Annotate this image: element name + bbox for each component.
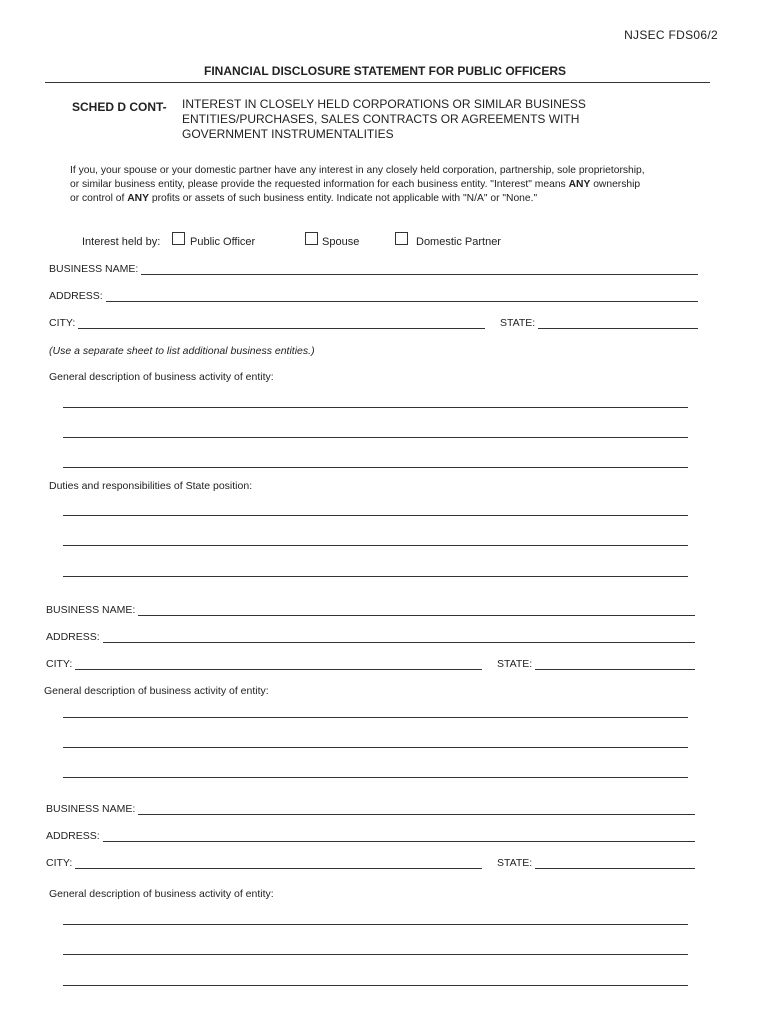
state-field-2[interactable] (497, 658, 695, 670)
business-name-line[interactable] (141, 264, 698, 275)
business-name-line[interactable] (138, 804, 695, 815)
address-label: ADDRESS: (46, 830, 100, 842)
description-line[interactable] (63, 747, 688, 748)
business-name-label: BUSINESS NAME: (46, 604, 136, 616)
form-reference: NJSEC FDS06/2 (624, 28, 718, 42)
city-line[interactable] (78, 318, 485, 329)
business-name-line[interactable] (138, 605, 695, 616)
duties-label: Duties and responsibilities of State position: (49, 480, 253, 492)
business-name-field-3[interactable] (46, 803, 695, 815)
state-label: STATE: (500, 317, 536, 329)
business-name-field-1[interactable] (49, 263, 698, 275)
address-field-3[interactable] (46, 830, 695, 842)
separate-sheet-note: (Use a separate sheet to list additional business entities.) (49, 345, 315, 357)
schedule-heading (182, 97, 652, 142)
state-field-3[interactable] (497, 857, 695, 869)
duties-line[interactable] (63, 576, 688, 577)
schedule-heading-line: ENTITIES/PURCHASES, SALES CONTRACTS OR AGREEMENTS WITH (182, 112, 580, 126)
address-line[interactable] (103, 831, 695, 842)
title-divider (45, 82, 710, 83)
page-title: FINANCIAL DISCLOSURE STATEMENT FOR PUBLIC OFFICERS (204, 64, 566, 78)
address-line[interactable] (106, 291, 698, 302)
address-label: ADDRESS: (49, 290, 103, 302)
instructions-line: or similar business entity, please provide the requested information for each business entity. "Interest" means ANY ownership (70, 179, 641, 190)
spouse-label: Spouse (322, 236, 360, 248)
description-line[interactable] (63, 954, 688, 955)
duties-line[interactable] (63, 545, 688, 546)
business-name-label: BUSINESS NAME: (46, 803, 136, 815)
schedule-label: SCHED D CONT- (72, 100, 167, 114)
city-label: CITY: (49, 317, 76, 329)
city-label: CITY: (46, 658, 73, 670)
domestic-partner-checkbox[interactable] (395, 232, 408, 245)
description-line[interactable] (63, 777, 688, 778)
general-description-label: General description of business activity of entity: (49, 888, 274, 900)
interest-held-label: Interest held by: (82, 236, 161, 248)
duties-line[interactable] (63, 515, 688, 516)
domestic-partner-label: Domestic Partner (416, 236, 501, 248)
public-officer-label: Public Officer (190, 236, 256, 248)
address-field-1[interactable] (49, 290, 698, 302)
description-line[interactable] (63, 717, 688, 718)
city-line[interactable] (75, 858, 482, 869)
city-field-2[interactable] (46, 658, 482, 670)
description-line[interactable] (63, 407, 688, 408)
state-label: STATE: (497, 857, 533, 869)
business-name-field-2[interactable] (46, 604, 695, 616)
general-description-label: General description of business activity of entity: (44, 685, 269, 697)
city-line[interactable] (75, 659, 482, 670)
state-line[interactable] (535, 659, 695, 670)
description-line[interactable] (63, 924, 688, 925)
city-field-3[interactable] (46, 857, 482, 869)
city-label: CITY: (46, 857, 73, 869)
description-line[interactable] (63, 467, 688, 468)
general-description-label: General description of business activity of entity: (49, 371, 274, 383)
schedule-heading-line: GOVERNMENT INSTRUMENTALITIES (182, 127, 394, 141)
address-field-2[interactable] (46, 631, 695, 643)
description-line[interactable] (63, 985, 688, 986)
instructions-line: or control of ANY profits or assets of such business entity. Indicate not applicable with "N/A" or "None." (70, 193, 538, 204)
city-field-1[interactable] (49, 317, 485, 329)
business-name-label: BUSINESS NAME: (49, 263, 139, 275)
schedule-heading-line: INTEREST IN CLOSELY HELD CORPORATIONS OR SIMILAR BUSINESS (182, 97, 586, 111)
spouse-checkbox[interactable] (305, 232, 318, 245)
instructions-line: If you, your spouse or your domestic partner have any interest in any closely held corporation, partnership, sole proprietorship, (70, 165, 645, 176)
description-line[interactable] (63, 437, 688, 438)
public-officer-checkbox[interactable] (172, 232, 185, 245)
state-field-1[interactable] (500, 317, 698, 329)
address-line[interactable] (103, 632, 695, 643)
state-line[interactable] (535, 858, 695, 869)
address-label: ADDRESS: (46, 631, 100, 643)
instructions-paragraph (70, 164, 718, 206)
state-label: STATE: (497, 658, 533, 670)
state-line[interactable] (538, 318, 698, 329)
